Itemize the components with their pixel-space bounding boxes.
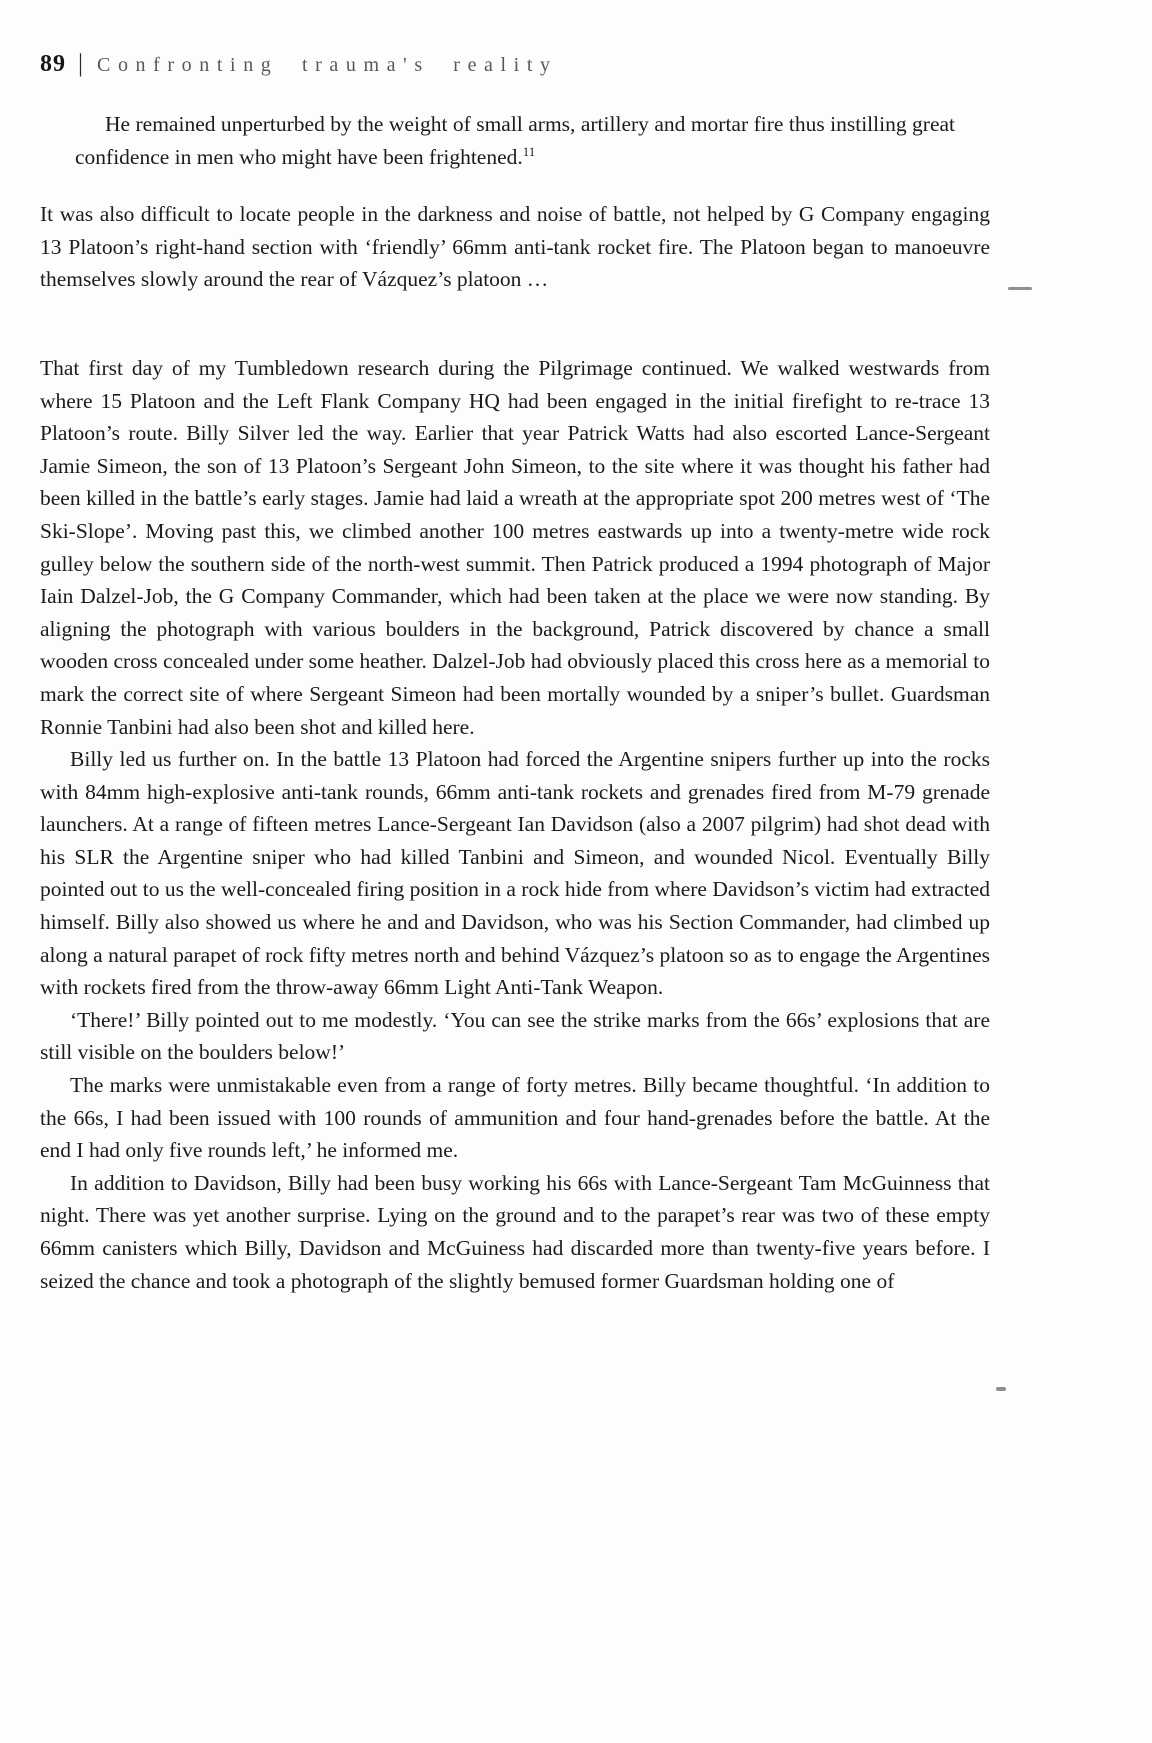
- paragraph-1: That first day of my Tumbledown research during the Pilgrimage continued. We walked westwards from where 15 Platoon and the Left Flank Company HQ had been engaged in the initial firefight to re-trace 13 Platoon’s route. Billy Silver led the way. Earlier that year Patrick Watts had also escorted Lance-Sergeant Jamie Simeon, the son of 13 Platoon’s Sergeant John Simeon, to the site where it was thought his father had been killed in the battle’s early stages. Jamie had laid a wreath at the appropriate spot 200 metres west of ‘The Ski-Slope’. Moving past this, we climbed another 100 metres eastwards up into a twenty-metre wide rock gulley below the southern side of the north-west summit. Then Patrick produced a 1994 photograph of Major Iain Dalzel-Job, the G Company Commander, which had been taken at the place we were now standing. By aligning the photograph with various boulders in the background, Patrick discovered by chance a small wooden cross concealed under some heather. Dalzel-Job had obviously placed this cross here as a memorial to mark the correct site of where Sergeant Simeon had been mortally wounded by a sniper’s bullet. Guardsman Ronnie Tanbini had also been shot and killed here.: [40, 355, 990, 739]
- paragraph-3: ‘There!’ Billy pointed out to me modestly. ‘You can see the strike marks from the 66s’ explosions that are still visible on the boulders below!’: [40, 1007, 990, 1065]
- running-header: [40, 50, 990, 78]
- paragraph-5: In addition to Davidson, Billy had been busy working his 66s with Lance-Sergeant Tam McGuinness that night. There was yet another surprise. Lying on the ground and to the parapet’s rear was two of these empty 66mm canisters which Billy, Davidson and McGuiness had discarded more than twenty-five years before. I seized the chance and took a photograph of the slightly bemused former Guardsman holding one of: [40, 1170, 990, 1293]
- page-number: 89: [40, 51, 66, 77]
- paragraph-4: The marks were unmistakable even from a range of forty metres. Billy became thoughtful. ‘In addition to the 66s, I had been issued with 100 rounds of ammunition and four hand-grenades before the battle. At the end I had only five rounds left,’ he informed me.: [40, 1073, 990, 1163]
- extract-paragraph: It was also difficult to locate people in the darkness and noise of battle, not helped by G Company engaging 13 Platoon’s right-hand section with ‘friendly’ 66mm anti-tank rocket fire. The Platoon began to manoeuvre themselves slowly around the rear of Vázquez’s platoon …: [40, 202, 990, 292]
- scan-artifact-dash: [1008, 287, 1032, 290]
- scan-artifact-dot: [996, 1387, 1006, 1391]
- running-head-title: Confronting trauma's reality: [97, 54, 558, 76]
- footnote-marker: 11: [522, 143, 536, 159]
- body-text: [40, 352, 990, 1297]
- quote-text: He remained unperturbed by the weight of small arms, artillery and mortar fire thus instilling great confidence in men who might have been frightened.: [75, 112, 955, 169]
- paragraph-2: Billy led us further on. In the battle 13 Platoon had forced the Argentine snipers further up into the rocks with 84mm high-explosive anti-tank rounds, 66mm anti-tank rockets and grenades fired from M-79 grenade launchers. At a range of fifteen metres Lance-Sergeant Ian Davidson (also a 2007 pilgrim) had shot dead with his SLR the Argentine sniper who had killed Tanbini and Simeon, and wounded Nicol. Eventually Billy pointed out to us the well-concealed firing position in a rock hide from where Davidson’s victim had extracted himself. Billy also showed us where he and and Davidson, who was his Section Commander, had climbed up along a natural parapet of rock fifty metres north and behind Vázquez’s platoon so as to engage the Argentines with rockets fired from the throw-away 66mm Light Anti-Tank Weapon.: [40, 747, 990, 1000]
- header-separator: |: [78, 50, 84, 77]
- block-quote: [75, 108, 955, 173]
